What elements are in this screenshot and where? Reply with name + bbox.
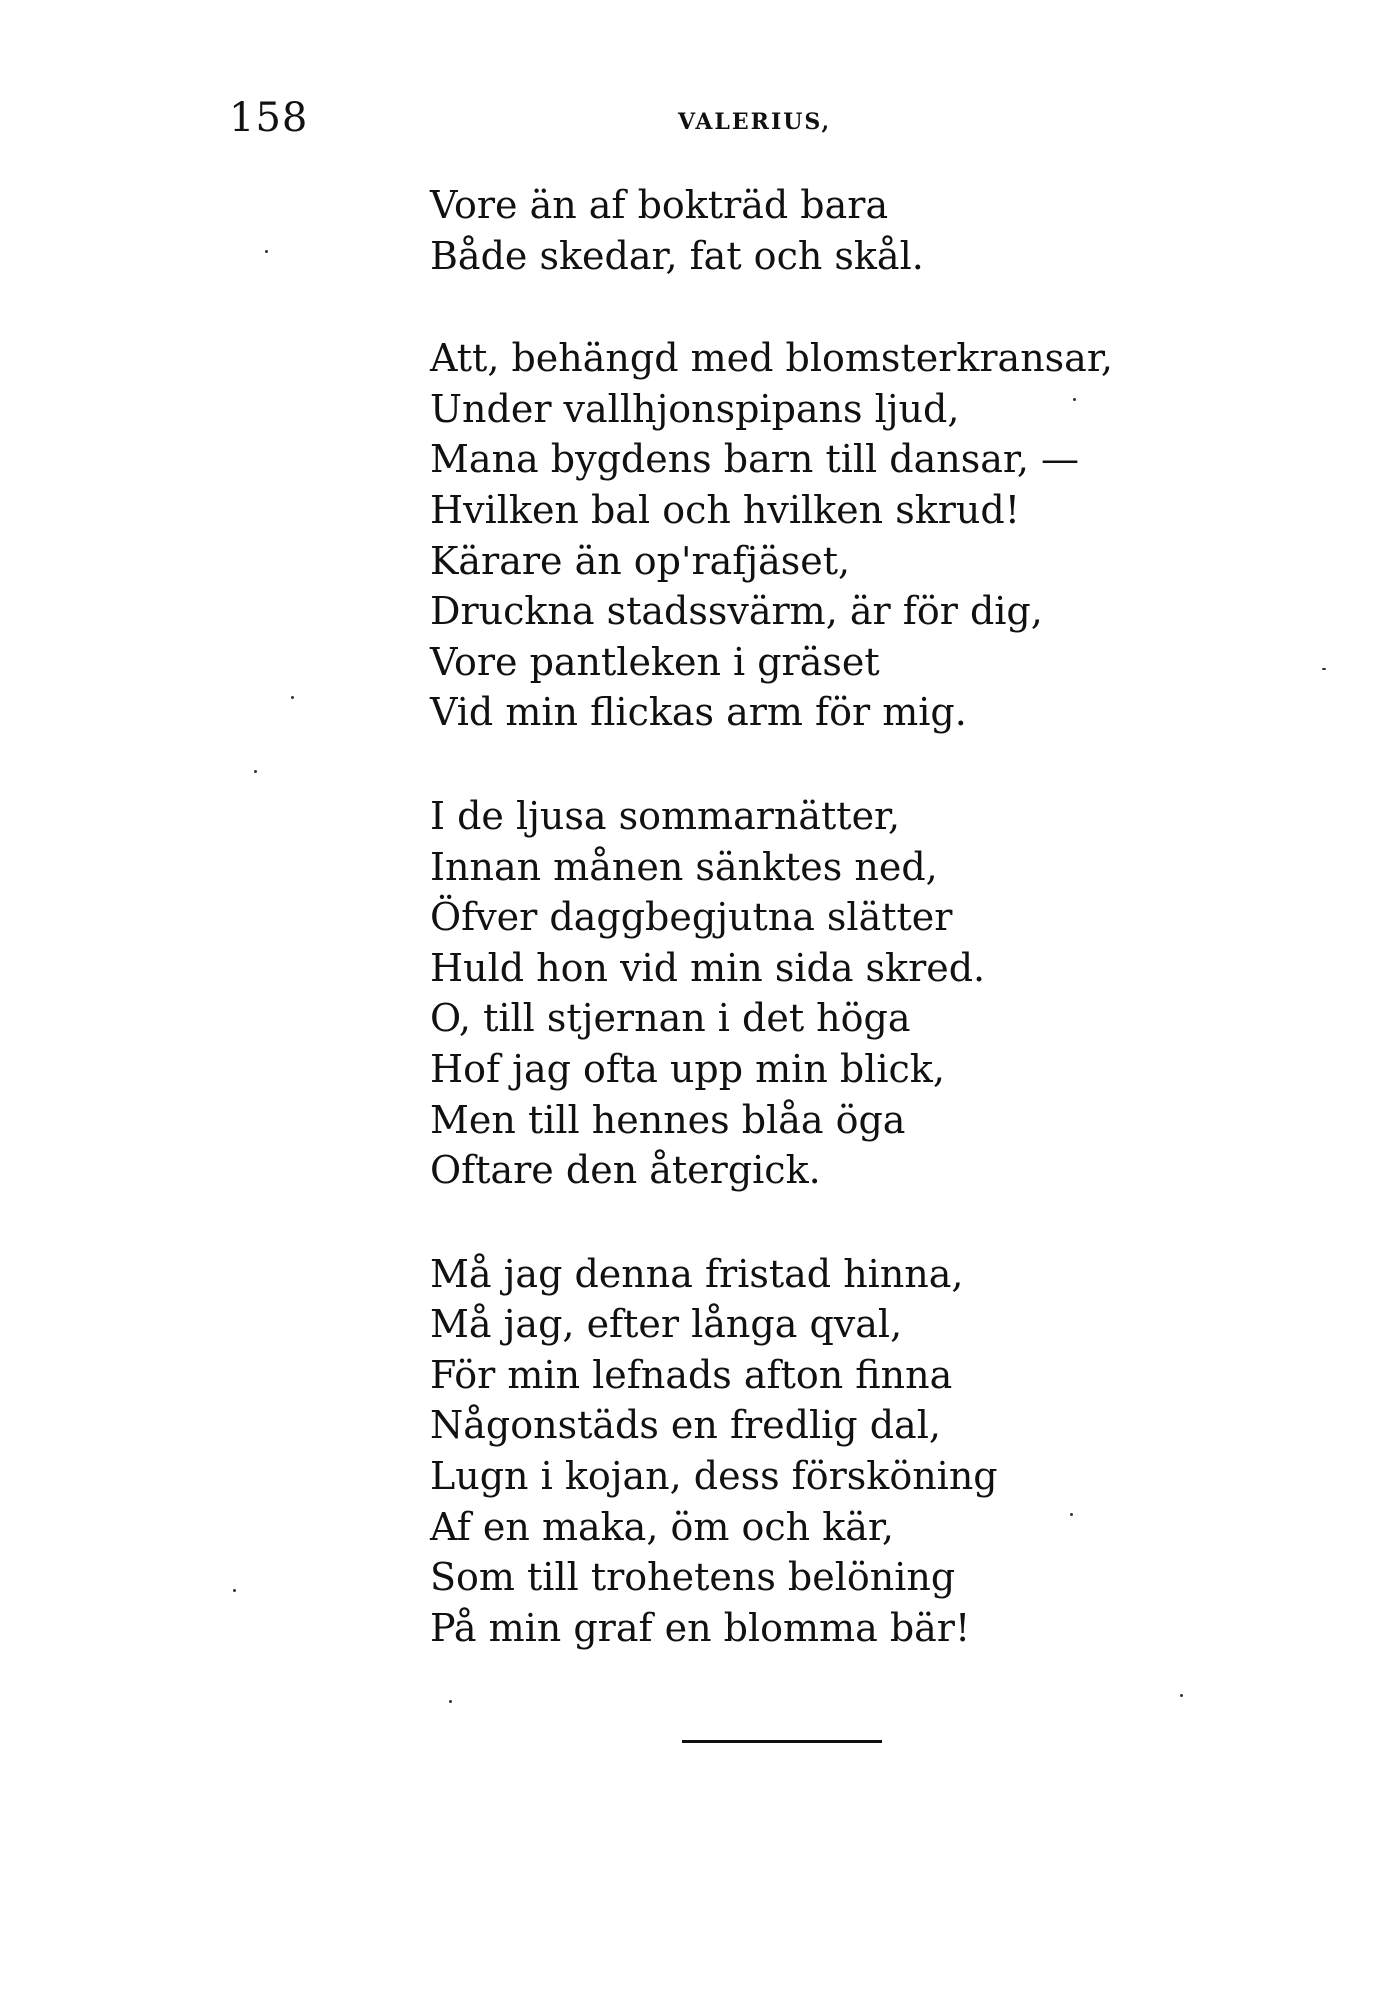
- poem-line: Oftare den återgick.: [430, 1148, 821, 1193]
- poem-line: Men till hennes blåa öga: [430, 1097, 906, 1142]
- poem-line: Både skedar, fat och skål.: [430, 233, 924, 278]
- scan-speck: [449, 1700, 452, 1703]
- poem-line: Må jag denna fristad hinna,: [430, 1251, 964, 1296]
- poem-line: Huld hon vid min sida skred.: [430, 945, 986, 990]
- poem-line: Må jag, efter långa qval,: [430, 1302, 903, 1347]
- poem-line: Hof jag ofta upp min blick,: [430, 1046, 945, 1091]
- poem-line: Innan månen sänktes ned,: [430, 844, 938, 889]
- poem-line: Under vallhjonspipans ljud,: [430, 386, 960, 431]
- poem-line: Vore pantleken i gräset: [430, 639, 880, 684]
- scan-speck: [254, 770, 257, 773]
- end-rule: [682, 1740, 882, 1743]
- poem-line: Någonstäds en fredlig dal,: [430, 1403, 941, 1448]
- stanza-break: [430, 281, 1150, 333]
- stanza-1: [430, 180, 1150, 281]
- stanza-4: [430, 1249, 1150, 1654]
- scan-speck: [1073, 398, 1076, 401]
- poem-line: Öfver daggbegjutna slätter: [430, 895, 953, 940]
- scan-speck: [1070, 1513, 1073, 1516]
- page-number: 158: [229, 95, 309, 141]
- scan-speck: [1322, 668, 1326, 670]
- poem-line: Som till trohetens belöning: [430, 1555, 956, 1600]
- poem-line: På min graf en blomma bär!: [430, 1605, 971, 1650]
- stanza-break: [430, 1196, 1150, 1249]
- poem-line: O, till stjernan i det höga: [430, 996, 911, 1041]
- scan-speck: [1180, 1694, 1183, 1697]
- poem: [430, 180, 1150, 1653]
- poem-line: Vore än af bokträd bara: [430, 183, 889, 227]
- scan-speck: [265, 250, 268, 253]
- poem-line: Lugn i kojan, dess försköning: [430, 1454, 998, 1499]
- scan-speck: [233, 1589, 236, 1592]
- running-title: VALERIUS,: [678, 109, 832, 135]
- poem-line: Hvilken bal och hvilken skrud!: [430, 487, 1020, 532]
- poem-line: Af en maka, öm och kär,: [430, 1504, 894, 1549]
- stanza-3: [430, 791, 1150, 1196]
- scan-speck: [291, 696, 294, 699]
- poem-line: För min lefnads afton finna: [430, 1352, 953, 1397]
- poem-line: Vid min flickas arm för mig.: [430, 690, 967, 735]
- poem-line: Mana bygdens barn till dansar, —: [430, 437, 1080, 482]
- stanza-break: [430, 738, 1150, 791]
- poem-line: Druckna stadssvärm, är för dig,: [430, 589, 1043, 634]
- stanza-2: [430, 333, 1150, 738]
- poem-line: Kärare än op'rafjäset,: [430, 538, 851, 583]
- poem-line: Att, behängd med blomsterkransar,: [430, 336, 1113, 381]
- poem-line: I de ljusa sommarnätter,: [430, 793, 901, 838]
